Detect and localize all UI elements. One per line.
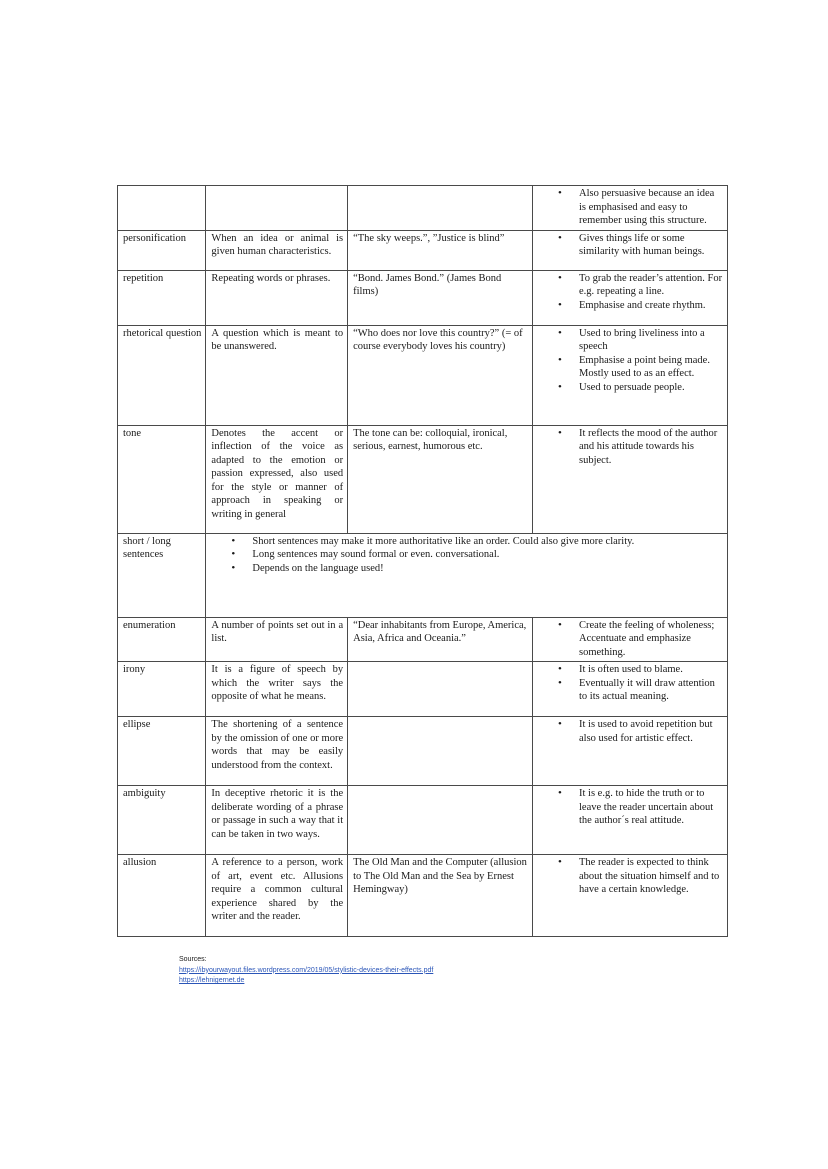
table-row [118,662,728,717]
bullet-item: • Depends on the language used! [211,562,723,576]
definition-cell: It is a figure of speech by which the writer says the opposite of what he means. [206,662,348,717]
bullet-item: • Gives things life or some similarity with human beings. [538,232,723,259]
effects-cell [533,425,728,533]
example-cell: “The sky weeps.”, ”Justice is blind” [348,230,533,270]
effects-cell [533,186,728,231]
effects-cell [533,717,728,786]
sources-block [179,955,433,987]
merged-description-cell [206,533,728,617]
term-cell: short / long sentences [118,533,206,617]
bullet-item: • Long sentences may sound formal or even. conversational. [211,548,723,562]
effects-cell [533,662,728,717]
table-row [118,617,728,662]
table-row [118,230,728,270]
bullet-item: • It is e.g. to hide the truth or to leave the reader uncertain about the author´s real attitude. [538,787,723,828]
bullet-list [538,856,723,897]
term-cell: irony [118,662,206,717]
table-row [118,425,728,533]
sources-label: Sources: [179,956,207,963]
bullet-item: • It is often used to blame. [538,663,723,677]
stylistic-devices-table [117,185,728,937]
definition-cell: A reference to a person, work of art, event etc. Allusions require a common cultural experience shared by the writer and the reader. [206,855,348,937]
bullet-item: • Emphasise and create rhythm. [538,299,723,313]
table-row [118,270,728,325]
example-cell: “Dear inhabitants from Europe, America, Asia, Africa and Oceania.” [348,617,533,662]
bullet-list [538,663,723,704]
example-cell: The Old Man and the Computer (allusion to The Old Man and the Sea by Ernest Hemingway) [348,855,533,937]
bullet-item: • Eventually it will draw attention to its actual meaning. [538,677,723,704]
definition-cell: When an idea or animal is given human characteristics. [206,230,348,270]
definition-cell: In deceptive rhetoric it is the deliberate wording of a phrase or passage in such a way that it can be taken in two ways. [206,786,348,855]
bullet-item: • To grab the reader’s attention. For e.g. repeating a line. [538,272,723,299]
table-row [118,533,728,617]
bullet-item: • The reader is expected to think about the situation himself and to have a certain knowledge. [538,856,723,897]
term-cell: ellipse [118,717,206,786]
example-cell [348,186,533,231]
bullet-list [538,272,723,313]
effects-cell [533,617,728,662]
bullet-list [211,535,723,576]
example-cell [348,717,533,786]
bullet-list [538,427,723,468]
term-cell: tone [118,425,206,533]
effects-cell [533,325,728,425]
source-link-1[interactable]: https://ibyourwayout.files.wordpress.com/2019/05/stylistic-devices-their-effects.pdf [179,966,434,974]
bullet-list [538,718,723,745]
example-cell: “Who does nor love this country?” (= of course everybody loves his country) [348,325,533,425]
bullet-item: • It reflects the mood of the author and his attitude towards his subject. [538,427,723,468]
bullet-item: • Create the feeling of wholeness; Accentuate and emphasize something. [538,619,723,660]
table-row [118,186,728,231]
effects-cell [533,270,728,325]
definition-cell: A question which is meant to be unanswered. [206,325,348,425]
definition-cell: Denotes the accent or inflection of the voice as adapted to the emotion or passion expressed, also used for the style or manner of approach in speaking or writing in general [206,425,348,533]
definition-cell: The shortening of a sentence by the omission of one or more words that may be easily understood from the context. [206,717,348,786]
term-cell: allusion [118,855,206,937]
example-cell: The tone can be: colloquial, ironical, serious, earnest, humorous etc. [348,425,533,533]
term-cell: rhetorical question [118,325,206,425]
definition-cell: Repeating words or phrases. [206,270,348,325]
term-cell: repetition [118,270,206,325]
effects-cell [533,855,728,937]
bullet-item: • It is used to avoid repetition but also used for artistic effect. [538,718,723,745]
table-row [118,855,728,937]
example-cell: “Bond. James Bond.” (James Bond films) [348,270,533,325]
definition-cell [206,186,348,231]
table-row [118,717,728,786]
bullet-item: • Also persuasive because an idea is emphasised and easy to remember using this structure. [538,187,723,228]
table-row [118,786,728,855]
bullet-item: • Short sentences may make it more authoritative like an order. Could also give more clarity. [211,535,723,549]
term-cell: personification [118,230,206,270]
bullet-list [538,187,723,228]
term-cell: enumeration [118,617,206,662]
effects-cell [533,786,728,855]
bullet-item: • Used to bring liveliness into a speech [538,327,723,354]
effects-cell [533,230,728,270]
example-cell [348,786,533,855]
example-cell [348,662,533,717]
bullet-item: • Used to persuade people. [538,381,723,395]
table-row [118,325,728,425]
bullet-list [538,619,723,660]
term-cell: ambiguity [118,786,206,855]
bullet-list [538,327,723,395]
bullet-item: • Emphasise a point being made. Mostly used to as an effect. [538,354,723,381]
term-cell [118,186,206,231]
source-link-2[interactable]: https://lehnigernet.de [179,977,245,984]
bullet-list [538,232,723,259]
definition-cell: A number of points set out in a list. [206,617,348,662]
bullet-list [538,787,723,828]
